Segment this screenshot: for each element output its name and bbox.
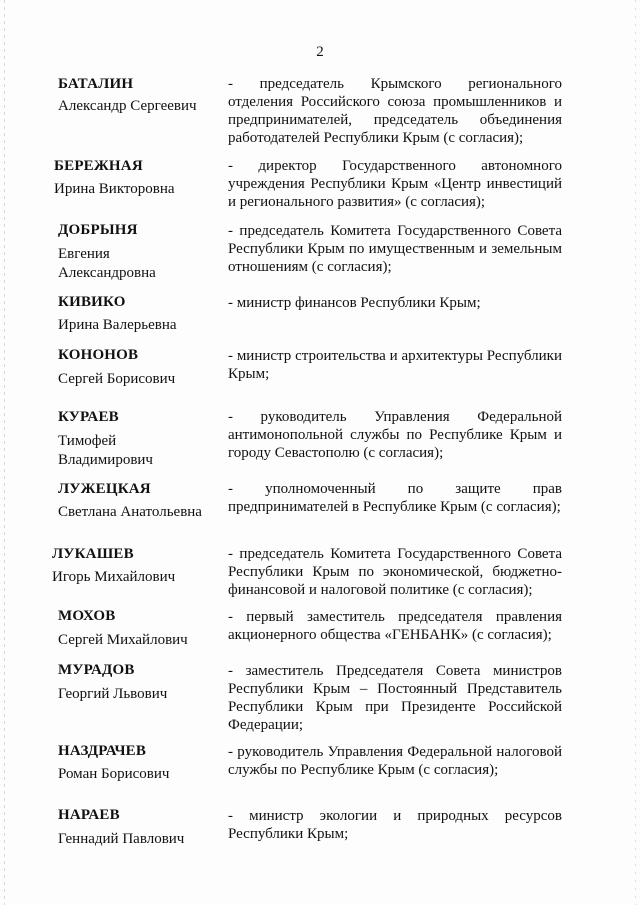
member-role: - министр строительства и архитектуры Республики Крым; (228, 348, 562, 382)
member-given-name: Александр Сергеевич (58, 98, 197, 114)
member-role: - руководитель Управления Федеральной налоговой службы по Республике Крым (с согласия); (228, 744, 562, 778)
member-role: - министр экологии и природных ресурсов Республики Крым; (228, 808, 562, 842)
member-given-name: Геннадий Павлович (58, 831, 185, 847)
member-given-name: Сергей Борисович (58, 371, 176, 387)
member-role: - министр финансов Республики Крым; (228, 295, 481, 311)
member-surname: КОНОНОВ (58, 347, 139, 363)
member-given-name: Роман Борисович (58, 766, 170, 782)
member-surname: ЛУЖЕЦКАЯ (58, 481, 151, 497)
member-given-name: Евгения (58, 246, 110, 262)
member-given-name: Владимирович (58, 452, 153, 468)
member-surname: НАРАЕВ (58, 807, 120, 823)
member-given-name: Сергей Михайлович (58, 632, 188, 648)
member-role: - председатель Комитета Государственного Совета Республики Крым по экономической, бюджетно-финансовой и налоговой политике (с согласия); (228, 546, 562, 598)
member-surname: МУРАДОВ (58, 662, 135, 678)
member-role: - председатель Крымского регионального отделения Российского союза промышленников и предпринимателей, председатель объединения работодателей Республики Крым (с согласия); (228, 76, 562, 146)
member-given-name: Игорь Михайлович (52, 569, 176, 585)
member-surname: БАТАЛИН (58, 76, 134, 92)
member-role: - руководитель Управления Федеральной антимонопольной службы по Республике Крым и городу Севастополю (с согласия); (228, 409, 562, 461)
page-number: 2 (316, 44, 324, 60)
member-given-name: Ирина Валерьевна (58, 317, 177, 333)
member-surname: КУРАЕВ (58, 409, 119, 425)
member-role: - первый заместитель председателя правления акционерного общества «ГЕНБАНК» (с согласия); (228, 609, 562, 643)
member-given-name: Александровна (58, 265, 156, 281)
member-surname: ЛУКАШЕВ (52, 546, 134, 562)
member-given-name: Тимофей (58, 433, 117, 449)
member-given-name: Георгий Львович (58, 686, 168, 702)
scan-edge-left (4, 0, 5, 905)
member-surname: ДОБРЫНЯ (58, 222, 138, 238)
member-role: - уполномоченный по защите прав предпринимателей в Республике Крым (с согласия); (228, 481, 562, 515)
member-role: - заместитель Председателя Совета министров Республики Крым – Постоянный Представитель Республики Крым при Президенте Российской Федерации; (228, 663, 562, 733)
member-role: - директор Государственного автономного учреждения Республики Крым «Центр инвестиций и регионального развития» (с согласия); (228, 158, 562, 210)
member-surname: БЕРЕЖНАЯ (54, 158, 143, 174)
member-given-name: Ирина Викторовна (54, 181, 175, 197)
member-surname: КИВИКО (58, 294, 126, 310)
member-surname: МОХОВ (58, 608, 116, 624)
member-role: - председатель Комитета Государственного Совета Республики Крым по имущественным и земельным отношениям (с согласия); (228, 223, 562, 275)
member-given-name: Светлана Анатольевна (58, 504, 202, 520)
scan-edge-right (635, 0, 636, 905)
member-surname: НАЗДРАЧЕВ (58, 743, 147, 759)
